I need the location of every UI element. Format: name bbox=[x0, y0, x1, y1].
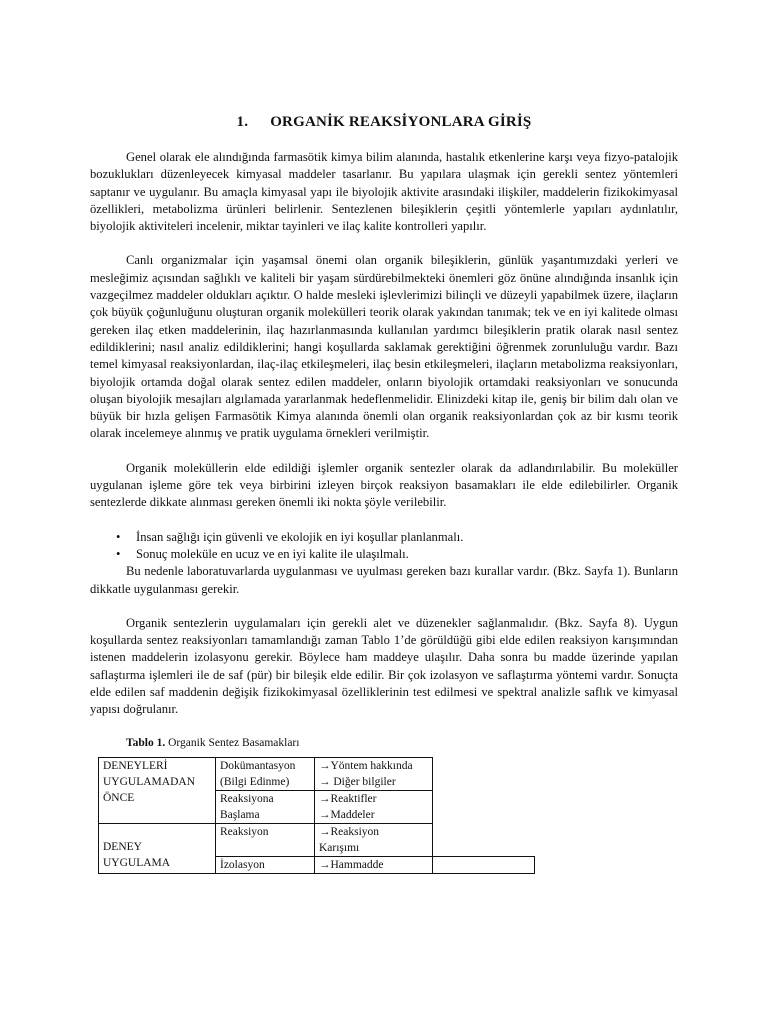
table-note-reaction: →Reaksiyon bbox=[319, 825, 380, 838]
section-title: ORGANİK REAKSİYONLARA GİRİŞ bbox=[270, 114, 532, 130]
table-note-mixture: Karışımı bbox=[319, 841, 360, 854]
table-group-before: DENEYLERİ UYGULAMADAN ÖNCE bbox=[99, 757, 216, 823]
document-content bbox=[90, 114, 678, 874]
table-caption bbox=[126, 737, 678, 749]
table-caption-label: Tablo 1. bbox=[126, 736, 166, 749]
table-cell-start-notes bbox=[315, 790, 433, 823]
table-group-experiment: DENEY UYGULAMA bbox=[99, 823, 216, 873]
table-row bbox=[99, 757, 535, 790]
paragraph-2: Canlı organizmalar için yaşamsal önemi olan organik bileşiklerin, günlük yaşantımızdaki yerleri ve mesleğimiz açısından sağlıklı ve kaliteli bir yaşam sürdürebilmekteki önemleri göz önüne alındığında insanlık için vazgeçilmez maddeler oldukları açıktır. O halde mesleki işlevlerimizi bilinçli ve düzeyli yapabilmek üzere, ilaçların çok büyük çoğunluğunu oluşturan organik molekülleri teorik olarak yakından tanımak; tek ve en iyi kalitede olması gereken ilaç etken maddelerinin, ilaç hazırlanmasında kullanılan yardımcı bileşiklerin pratik olarak nasıl sentez edildiklerini; nasıl analiz edildiklerini; hangi koşullarda saklamak gerektiğini öğrenmek zorunluluğu vardır. Bazı temel kimyasal reaksiyonlardan, ilaç-ilaç etkileşmeleri, ilaç besin etkileşmeleri, ilaçların metabolizma reaksiyonları, biyolojik ortamda doğal olarak sentez edilen maddeler, onların biyolojik ortamdaki reaksiyonları ve sonucunda oluşan biyolojik mesajları algılamada yararlanmak hedeflenmelidir. Elinizdeki kitap ile, geniş bir bilim dalı olan ve büyük bir hızla gelişen Farmasötik Kimya alanında önemli olan organik reaksiyonlardan çok az bir kısmı teorik olarak incelemeye alınmış ve pratik uygulama örnekleri verilmiştir. bbox=[90, 253, 678, 441]
paragraph-3: Organik moleküllerin elde edildiği işlemler organik sentezler olarak da adlandırılabilir. Bu moleküller uygulanan işleme göre tek veya birbirini izleyen birçok reaksiyon basamakları ile elde edilebilirler. Organik sentezlerde dikkate alınması gereken önemli iki nokta şöyle verilebilir. bbox=[90, 460, 678, 510]
bullet-item-1: • İnsan sağlığı için güvenli ve ekolojik en iyi koşullar planlanmalı. bbox=[126, 529, 678, 546]
table-cell-reaction-notes bbox=[315, 823, 433, 856]
bullet-item-2: • Sonuç moleküle en ucuz ve en iyi kalite ile ulaşılmalı. bbox=[126, 546, 678, 563]
table-caption-text: Organik Sentez Basamakları bbox=[165, 736, 300, 749]
table-cell-documentation-notes bbox=[315, 757, 433, 790]
table-note-other: → Diğer bilgiler bbox=[319, 775, 396, 788]
table-note-materials: →Maddeler bbox=[319, 808, 375, 821]
section-heading bbox=[90, 114, 678, 131]
paragraph-5: Organik sentezlerin uygulamaları için gerekli alet ve düzenekler sağlanmalıdır. (Bkz. Sayfa 8). Uygun koşullarda sentez reaksiyonları tamamlandığı zaman Tablo 1’de görüldüğü gibi elde edilen reaksiyon karışımından istenen maddelerin izolasyonu gerekir. Böylece ham maddeye ulaşılır. Daha sonra bu madde üzerinde yapılan saflaştırma işlemleri ile de saf (pür) bir bileşik elde edilir. Bir çok izolasyon ve saflaştırma yöntemi vardır. Sonuçta elde edilen saf maddenin değişik fizikokimyasal özelliklerinin test edilmesi ve spektral analizle saflık ve kimyasal yapısı doğrulanır. bbox=[90, 615, 678, 717]
table-cell-empty bbox=[433, 856, 535, 873]
paragraph-1: Genel olarak ele alındığında farmasötik kimya bilim alanında, hastalık etkenlerine karşı veya fizyo-patalojik bozuklukları düzenleyecek kimyasal maddeler tasarlanır. Bu yapılara ulaşmak için gerekli sentez yöntemleri saptanır ve uygulanır. Bu amaçla kimyasal yapı ile biyolojik aktivite arasındaki ilişkiler, maddelerin fizikokimyasal özellikleri, metabolizma ürünleri belirlenir. Sentezlenen bileşiklerin çeşitli yöntemlerle yapıları aydınlatılır, biyolojik aktiviteleri incelenir, miktar tayinleri ve ilaç kalite kontrolleri yapılır. bbox=[90, 150, 678, 234]
section-number: 1. bbox=[236, 114, 249, 130]
table-cell-documentation: Dokümantasyon (Bilgi Edinme) bbox=[216, 757, 315, 790]
table-note-method: →Yöntem hakkında bbox=[319, 759, 413, 772]
table-cell-isolation-notes: →Hammadde bbox=[315, 856, 433, 873]
table-cell-start: Reaksiyona Başlama bbox=[216, 790, 315, 823]
table-cell-reaction: Reaksiyon bbox=[216, 823, 315, 856]
paragraph-4: Bu nedenle laboratuvarlarda uygulanması ve uyulması gereken bazı kurallar vardır. (Bkz. Sayfa 1). Bunların dikkatle uygulanması gerekir. bbox=[90, 564, 678, 596]
synthesis-steps-table bbox=[98, 757, 535, 874]
table-note-reagents: →Reaktifler bbox=[319, 792, 377, 805]
table-row bbox=[99, 823, 535, 856]
table-cell-isolation: İzolasyon bbox=[216, 856, 315, 873]
bullet-list bbox=[90, 529, 678, 564]
